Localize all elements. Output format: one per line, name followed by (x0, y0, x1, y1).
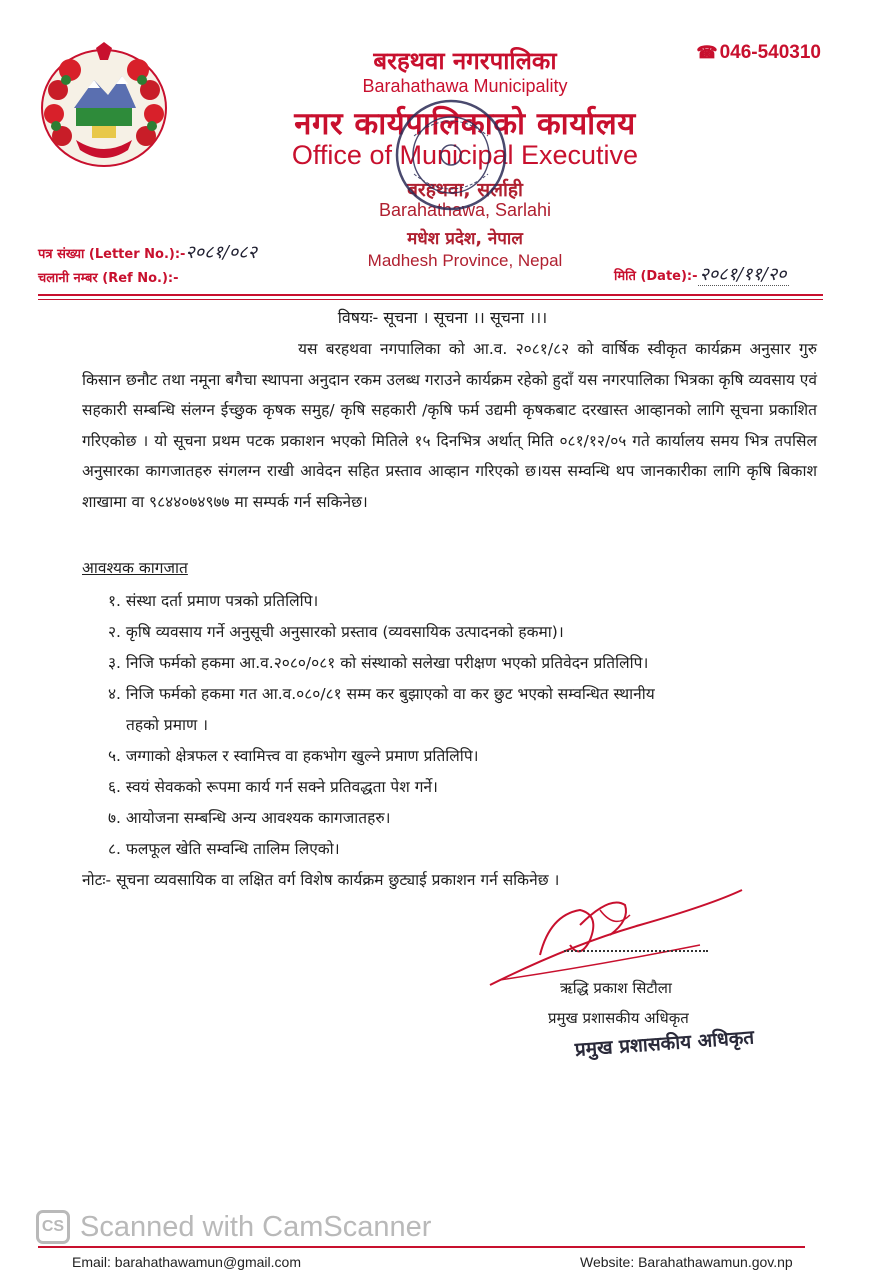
office-seal-icon (392, 96, 510, 214)
nepal-emblem-icon (36, 40, 172, 170)
camscanner-icon: CS (36, 1210, 70, 1244)
phone-text: 046-540310 (719, 42, 821, 63)
notice-paragraph: यस बरहथवा नगपालिका को आ.व. २०८१/८२ को वार्षिक स्वीकृत कार्यक्रम अनुसार गुरु किसान छनौट तथा नमूना बगैचा स्थापना अनुदान रकम उलब्ध गराउने कार्यक्रम रहेको हुदाँ यस नगरपालिका भित्रका कृषि व्यवसाय एवं सहकारी सम्बन्धि संलग्न ईच्छुक कृषक समुह/ कृषि सहकारी /कृषि फर्म उद्यमी कृषकबाट दरखास्त आव्हानको लागि सूचना प्रकाशित गरिएकोछ । यो सूचना प्रथम पटक प्रकाशन भएको मितिले १५ दिनभित्र अर्थात् मिति ०८१/१२/०५ गते कार्यालय समय भित्र तपसिल अनुसारका कागजातहरु संगलग्न राखी आवेदन सहित प्रस्ताव आव्हान गरिएको छ।यस सम्वन्धि थप जानकारीका लागि कृषि बिकाश शाखामा वा ९८४४०७४९७७ मा सम्पर्क गर्न सकिनेछ। (82, 340, 817, 511)
ref-number (38, 268, 179, 286)
phone-icon: ☎ (696, 43, 718, 62)
header-divider-thin (38, 299, 823, 300)
designation-stamp: प्रमुख प्रशासकीय अधिकृत (574, 1026, 755, 1061)
list-item: तहको प्रमाण । (126, 716, 209, 734)
list-item: २. कृषि व्यवसाय गर्ने अनुसूची अनुसारको प्रस्ताव (व्यवसायिक उत्पादनको हकमा)। (108, 623, 564, 641)
camscanner-watermark (36, 1210, 431, 1244)
required-docs-heading: आवश्यक कागजात (82, 559, 188, 577)
province-en: Madhesh Province, Nepal (367, 251, 563, 270)
required-docs-list (108, 586, 818, 865)
municipality-name-np: बरहथवा नगरपालिका (373, 47, 557, 75)
list-item: ३. निजि फर्मको हकमा आ.व.२०८०/०८१ को संस्थाको सलेखा परीक्षण भएको प्रतिवेदन प्रतिलिपि। (108, 654, 649, 672)
office-name-en: Office of Municipal Executive (291, 140, 639, 170)
letter-number (38, 240, 257, 264)
header-divider (38, 294, 823, 296)
signatory-name: ऋद्धि प्रकाश सिटौला (560, 979, 672, 997)
list-item: ५. जग्गाको क्षेत्रफल र स्वामित्त्व वा हकभोग खुल्ने प्रमाण प्रतिलिपि। (108, 747, 479, 765)
ref-number-label: चलानी नम्बर (Ref No.):- (38, 271, 179, 286)
date-field (614, 262, 789, 286)
date-label: मिति (Date):- (614, 269, 698, 284)
address-np: बरहथवा, सर्लाही (407, 179, 523, 201)
footer-divider (38, 1246, 805, 1248)
notice-subject: विषयः- सूचना । सूचना ।। सूचना ।।। (337, 308, 548, 327)
address-en: Barahathawa, Sarlahi (378, 200, 552, 220)
letter-number-label: पत्र संख्या (Letter No.):- (38, 247, 186, 262)
notice-note: नोटः- सूचना व्यवसायिक वा लक्षित वर्ग विशेष कार्यक्रम छुट्याई प्रकाशन गर्न सकिनेछ । (82, 871, 560, 889)
signature-line (564, 950, 708, 952)
list-item: ४. निजि फर्मको हकमा गत आ.व.०८०/८१ सम्म कर बुझाएको वा कर छुट भएको सम्वन्धित स्थानीय (108, 685, 655, 703)
list-item: ७. आयोजना सम्बन्धि अन्य आवश्यक कागजातहरु। (108, 809, 391, 827)
letter-number-value: २०८१/०८२ (185, 242, 258, 263)
watermark-text: Scanned with CamScanner (80, 1210, 432, 1243)
municipality-name-en: Barahathawa Municipality (362, 76, 568, 96)
province-np: मधेश प्रदेश, नेपाल (407, 229, 523, 249)
signatory-title: प्रमुख प्रशासकीय अधिकृत (548, 1009, 689, 1027)
office-name-np: नगर कार्यपालिकाको कार्यालय (294, 106, 636, 142)
footer-email: Email: barahathawamun@gmail.com (72, 1254, 301, 1270)
list-item: ६. स्वयं सेवकको रूपमा कार्य गर्न सक्ने प्रतिवद्धता पेश गर्ने। (108, 778, 438, 796)
list-item: ८. फलफूल खेति सम्वन्धि तालिम लिएको। (108, 840, 340, 858)
list-item: १. संस्था दर्ता प्रमाण पत्रको प्रतिलिपि। (108, 592, 319, 610)
date-value: २०८१/११/२० (699, 264, 787, 285)
footer-website: Website: Barahathawamun.gov.np (580, 1254, 793, 1270)
